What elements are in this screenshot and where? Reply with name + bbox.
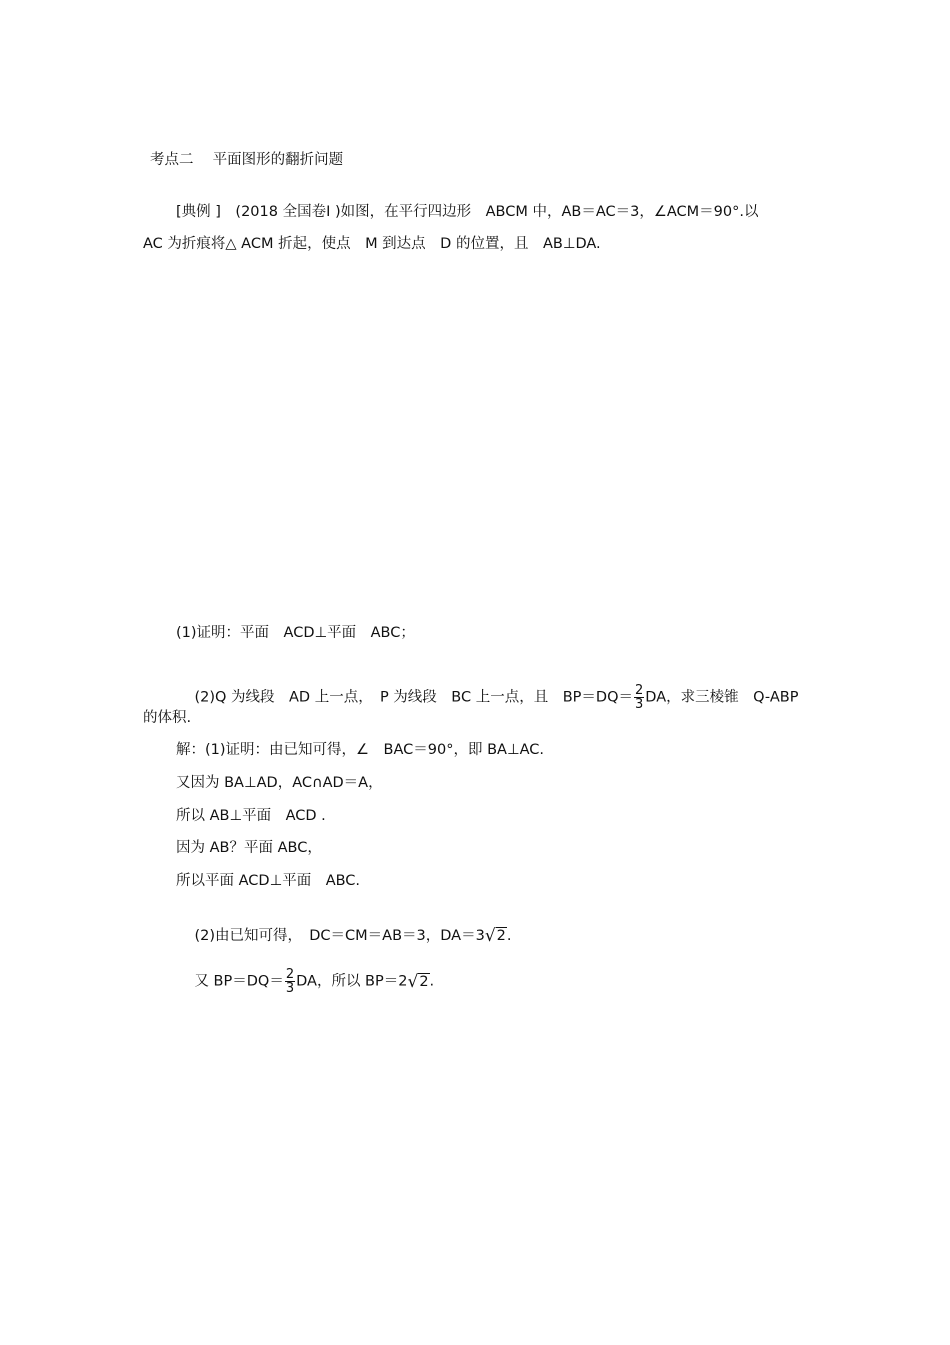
solution-line-7-text-a: 又 BP＝DQ＝ — [194, 973, 284, 990]
figure-area — [143, 270, 808, 600]
solution-line-1: 解：(1)证明：由已知可得，∠ BAC＝90°，即 BA⊥AC. — [176, 742, 544, 758]
question-2-continuation: 的体积. — [143, 710, 192, 726]
radicand: 2 — [419, 973, 429, 990]
solution-line-4: 因为 AB？平面 ABC， — [176, 840, 322, 856]
fraction-numerator: 2 — [635, 683, 644, 698]
solution-line-5: 所以平面 ACD⊥平面 ABC. — [176, 873, 361, 889]
solution-line-7-text-b: DA，所以 BP＝2 — [296, 973, 408, 990]
square-root: √2 — [407, 971, 429, 992]
fraction-numerator: 2 — [285, 967, 295, 982]
solution-line-7 — [176, 948, 434, 1015]
solution-line-3: 所以 AB⊥平面 ACD . — [176, 808, 326, 824]
solution-line-6-end: . — [506, 928, 512, 944]
section-title: 考点二 平面图形的翻折问题 — [150, 152, 344, 168]
fraction-denominator: 3 — [285, 981, 295, 996]
example-line-1: [典例 ] (2018 全国卷Ⅰ )如图，在平行四边形 ABCM 中，AB＝AC＝3，∠ACM＝90°.以 — [176, 204, 759, 220]
radicand: 2 — [496, 928, 506, 944]
question-2-text-a: (2)Q 为线段 AD 上一点， P 为线段 BC 上一点，且 BP＝DQ＝ — [194, 689, 633, 706]
fraction-denominator: 3 — [635, 697, 644, 712]
question-2 — [176, 664, 798, 731]
solution-line-6-text: (2)由已知可得， DC＝CM＝AB＝3，DA＝3 — [194, 928, 485, 944]
fraction — [634, 684, 644, 711]
question-2-text-b: DA，求三棱锥 Q-ABP — [645, 689, 799, 706]
fraction — [285, 968, 295, 995]
solution-line-7-end: . — [429, 973, 435, 990]
square-root: √2 — [484, 926, 506, 946]
solution-line-2: 又因为 BA⊥AD，AC∩AD＝A， — [176, 775, 383, 791]
question-1: (1)证明：平面 ACD⊥平面 ABC； — [176, 625, 415, 641]
example-line-2: AC 为折痕将△ ACM 折起，使点 M 到达点 D 的位置，且 AB⊥DA. — [143, 236, 601, 252]
